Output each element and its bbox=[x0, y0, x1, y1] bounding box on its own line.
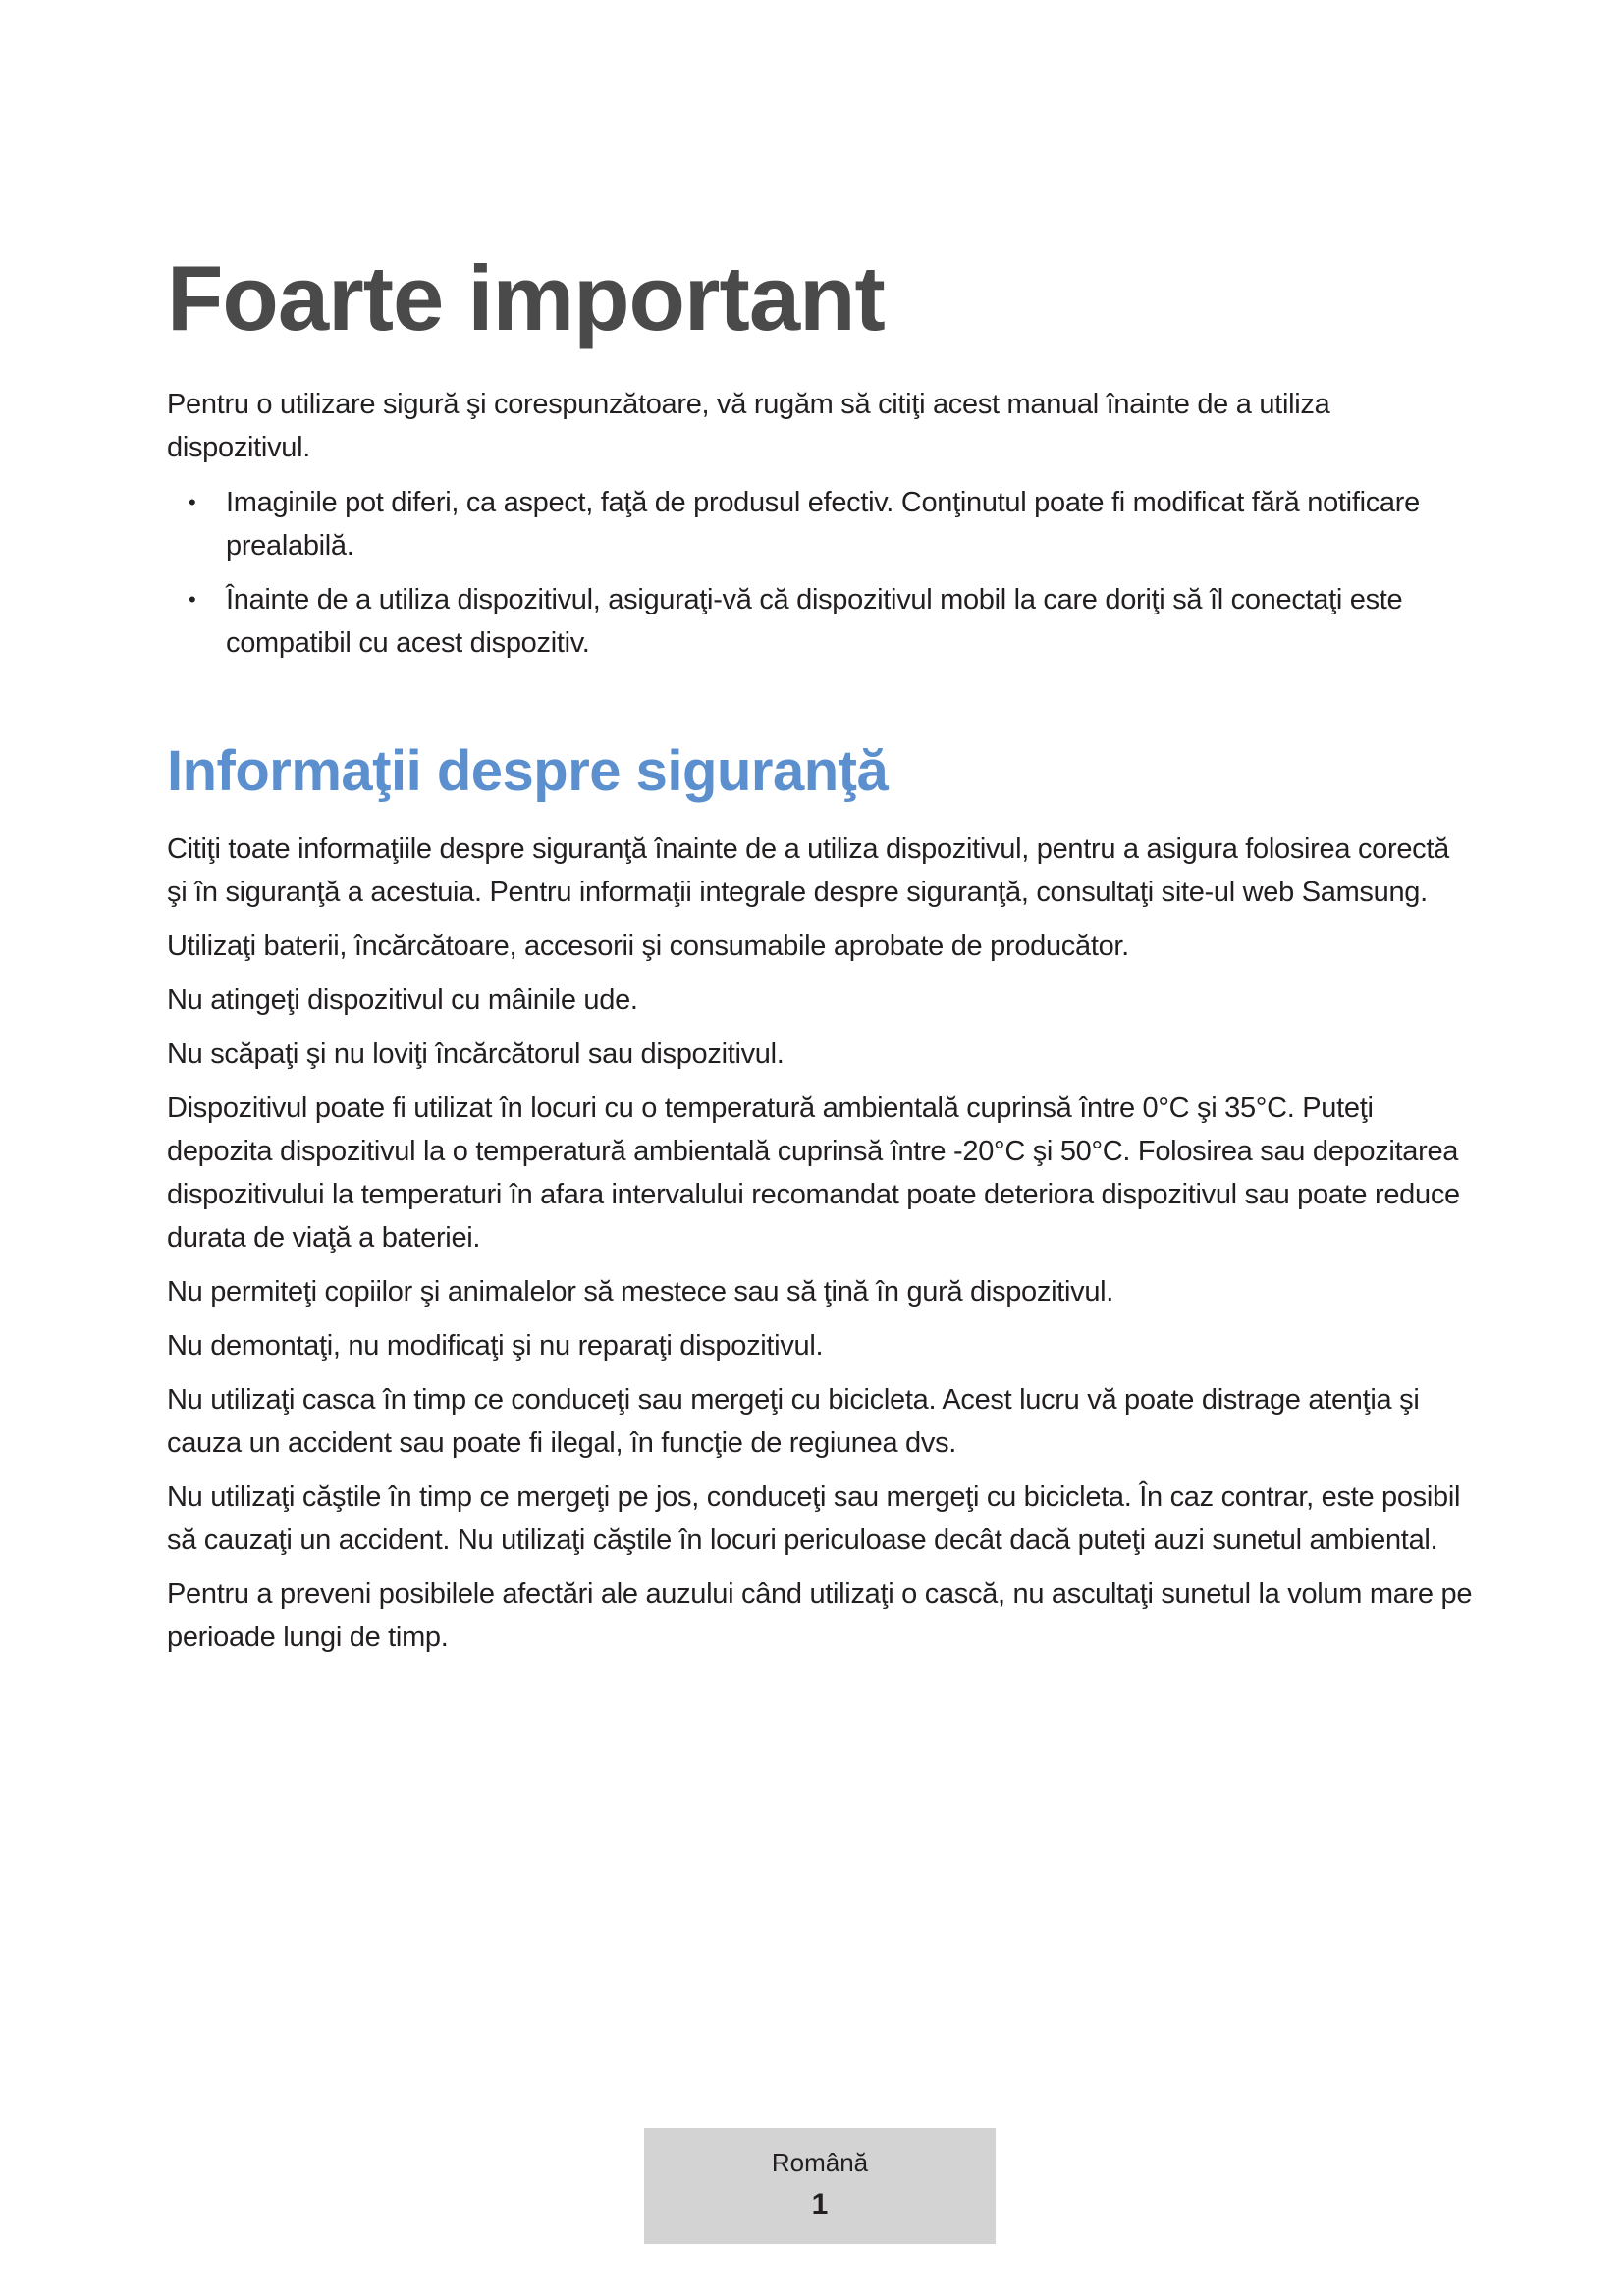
safety-section bbox=[167, 828, 1473, 1659]
safety-paragraph: Nu scăpaţi şi nu loviţi încărcătorul sau dispozitivul. bbox=[167, 1038, 785, 1070]
safety-paragraph: Nu demontaţi, nu modificaţi şi nu reparaţi dispozitivul. bbox=[167, 1329, 824, 1362]
safety-paragraph: Utilizaţi baterii, încărcătoare, accesorii şi consumabile aprobate de producător. bbox=[167, 930, 1129, 962]
notes-list bbox=[167, 481, 1473, 665]
page-number: 1 bbox=[811, 2188, 829, 2220]
safety-paragraph: Nu permiteţi copiilor şi animalelor să mestece sau să ţină în gură dispozitivul. bbox=[167, 1275, 1114, 1308]
safety-paragraph: Dispozitivul poate fi utilizat în locuri cu o temperatură ambientală cuprinsă între 0°C şi 35°C. Puteţi depozita dispozitivul la o temperatură ambientală cuprinsă între -20°C şi 50°C. Folosirea sau depozitarea dispozitivului la temperaturi în afara intervalului recomandat poate deteriora dispozitivul sau poate reduce durata de viaţă a bateriei. bbox=[167, 1092, 1460, 1254]
safety-paragraph: Nu utilizaţi casca în timp ce conduceţi sau mergeţi cu bicicleta. Acest lucru vă poate distrage atenţia şi cauza un accident sau poate fi ilegal, în funcţie de regiunea dvs. bbox=[167, 1383, 1420, 1459]
footer-language: Română bbox=[771, 2148, 869, 2177]
document-body bbox=[167, 245, 1473, 1670]
safety-paragraph: Nu atingeţi dispozitivul cu mâinile ude. bbox=[167, 984, 638, 1016]
safety-paragraph: Nu utilizaţi căştile în timp ce mergeţi pe jos, conduceţi sau mergeţi cu bicicleta. În caz contrar, este posibil să cauzaţi un accident. Nu utilizaţi căştile în locuri periculoase decât dacă puteţi auzi sunetul ambiental. bbox=[167, 1480, 1461, 1556]
section-title-safety: Informaţii despre siguranţă bbox=[167, 739, 889, 804]
intro-paragraph: Pentru o utilizare sigură şi corespunzătoare, vă rugăm să citiţi acest manual înainte de a utiliza dispozitivul. bbox=[167, 389, 1330, 464]
page-footer bbox=[644, 2128, 996, 2244]
safety-paragraph: Citiţi toate informaţiile despre siguranţă înainte de a utiliza dispozitivul, pentru a asigura folosirea corectă şi în siguranţă a acestuia. Pentru informaţii integrale despre siguranţă, consultaţi site-ul web Samsung. bbox=[167, 832, 1449, 908]
page-title: Foarte important bbox=[167, 246, 885, 349]
bullet-icon: • bbox=[189, 587, 196, 613]
note-text: Imaginile pot diferi, ca aspect, faţă de produsul efectiv. Conţinutul poate fi modificat fără notificare prealabilă. bbox=[226, 487, 1420, 562]
safety-paragraph: Pentru a preveni posibilele afectări ale auzului când utilizaţi o cască, nu ascultaţi sunetul la volum mare pe perioade lungi de timp. bbox=[167, 1577, 1473, 1653]
note-text: Înainte de a utiliza dispozitivul, asiguraţi-vă că dispozitivul mobil la care doriţi să îl conectaţi este compatibil cu acest dispozitiv. bbox=[226, 584, 1403, 660]
list-item bbox=[167, 578, 1473, 665]
list-item bbox=[167, 481, 1473, 567]
bullet-icon: • bbox=[189, 490, 196, 515]
